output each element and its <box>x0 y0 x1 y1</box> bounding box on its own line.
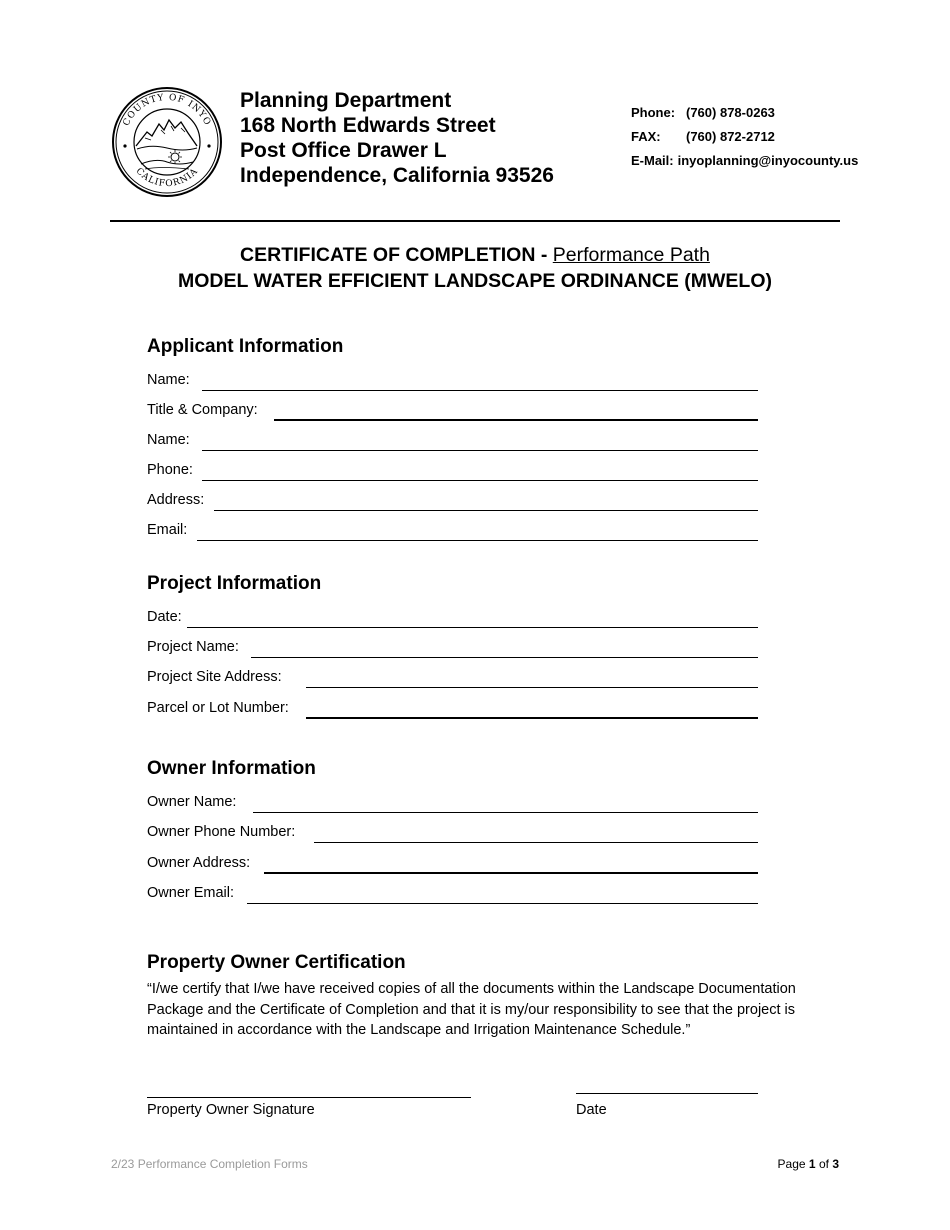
applicant-heading: Applicant Information <box>147 336 344 357</box>
phone-value: (760) 878-0263 <box>686 105 775 120</box>
fax-label: FAX: <box>631 129 661 144</box>
field-label: Address: <box>147 492 205 508</box>
field-label: Owner Email: <box>147 885 235 901</box>
signature-label: Property Owner Signature <box>147 1102 315 1118</box>
field-label: Project Name: <box>147 639 239 655</box>
contact-block <box>631 101 858 173</box>
department-street: 168 North Edwards Street <box>240 114 496 137</box>
page-current: 1 <box>808 1157 816 1171</box>
project-site-address-input[interactable] <box>306 687 758 688</box>
department-city: Independence, California 93526 <box>240 164 554 187</box>
applicant-email-field <box>147 519 758 541</box>
applicant-title-company-field <box>147 399 758 421</box>
of-word: of <box>818 1157 829 1171</box>
certification-heading: Property Owner Certification <box>147 952 406 973</box>
field-label: Date: <box>147 609 182 625</box>
owner-name-input[interactable] <box>253 812 758 813</box>
project-heading: Project Information <box>147 573 322 594</box>
fax-value: (760) 872-2712 <box>686 129 775 144</box>
field-label: Project Site Address: <box>147 669 282 685</box>
department-po-box: Post Office Drawer L <box>240 139 447 162</box>
field-label: Owner Phone Number: <box>147 824 296 840</box>
page-word: Page <box>777 1157 806 1171</box>
svg-text:CALIFORNIA <box>134 166 201 189</box>
project-date-input[interactable] <box>187 627 758 628</box>
field-label: Email: <box>147 522 188 538</box>
email-label: E-Mail: <box>631 153 674 168</box>
owner-address-input[interactable] <box>264 872 758 874</box>
applicant-name-field <box>147 369 758 391</box>
applicant-phone-input[interactable] <box>202 480 758 481</box>
owner-heading: Owner Information <box>147 758 316 779</box>
seal-top-text: COUNTY OF INYO <box>121 92 213 128</box>
email-row <box>631 149 858 173</box>
owner-phone-field <box>147 821 758 843</box>
field-label: Name: <box>147 432 190 448</box>
field-label: Owner Address: <box>147 855 251 871</box>
project-name-input[interactable] <box>251 657 758 658</box>
applicant-name-input[interactable] <box>202 390 758 391</box>
county-seal-graphic <box>111 86 223 198</box>
owner-address-field <box>147 852 758 874</box>
applicant-name-2-input[interactable] <box>202 450 758 451</box>
field-label: Owner Name: <box>147 794 237 810</box>
fax-row <box>631 125 858 149</box>
project-site-address-field <box>147 666 758 688</box>
field-label: Phone: <box>147 462 193 478</box>
phone-label: Phone: <box>631 105 676 120</box>
owner-phone-input[interactable] <box>314 842 758 843</box>
field-label: Name: <box>147 372 190 388</box>
field-label: Title & Company: <box>147 402 258 418</box>
applicant-name-2-field <box>147 429 758 451</box>
department-name: Planning Department <box>240 89 452 112</box>
document-title-line1 <box>0 244 950 267</box>
owner-email-field <box>147 882 758 904</box>
page-total: 3 <box>832 1157 839 1171</box>
parcel-lot-number-field <box>147 697 758 719</box>
project-name-field <box>147 636 758 658</box>
applicant-phone-field <box>147 459 758 481</box>
owner-email-input[interactable] <box>247 903 758 904</box>
applicant-title-company-input[interactable] <box>274 419 758 421</box>
document-title-line2: MODEL WATER EFFICIENT LANDSCAPE ORDINANCE (MWELO) <box>177 270 772 292</box>
date-label: Date <box>576 1102 607 1118</box>
page-number <box>778 1157 839 1171</box>
seal-bottom-text: CALIFORNIA <box>133 166 201 190</box>
email-value: inyoplanning@inyocounty.us <box>677 153 859 168</box>
applicant-email-input[interactable] <box>197 540 758 541</box>
parcel-lot-number-input[interactable] <box>306 717 758 719</box>
county-seal <box>111 86 223 198</box>
field-label: Parcel or Lot Number: <box>147 700 289 716</box>
applicant-address-input[interactable] <box>214 510 758 511</box>
owner-name-field <box>147 791 758 813</box>
header-divider <box>110 220 840 222</box>
signature-line[interactable] <box>147 1097 471 1098</box>
date-line[interactable] <box>576 1093 758 1094</box>
phone-row <box>631 101 858 125</box>
title-path: Performance Path <box>552 244 710 266</box>
project-date-field <box>147 606 758 628</box>
certification-statement: “I/we certify that I/we have received copies of all the documents within the Landscape Documentation Package and the Certificate of Completion and that it is my/our responsibility to see that the project is maintained in accordance with the Landscape and Irrigation Maintenance Schedule.” <box>147 981 796 1039</box>
footer-form-id: 2/23 Performance Completion Forms <box>111 1157 308 1171</box>
title-prefix: CERTIFICATE OF COMPLETION - <box>240 244 553 266</box>
department-address-block <box>240 88 554 188</box>
applicant-address-field <box>147 489 758 511</box>
